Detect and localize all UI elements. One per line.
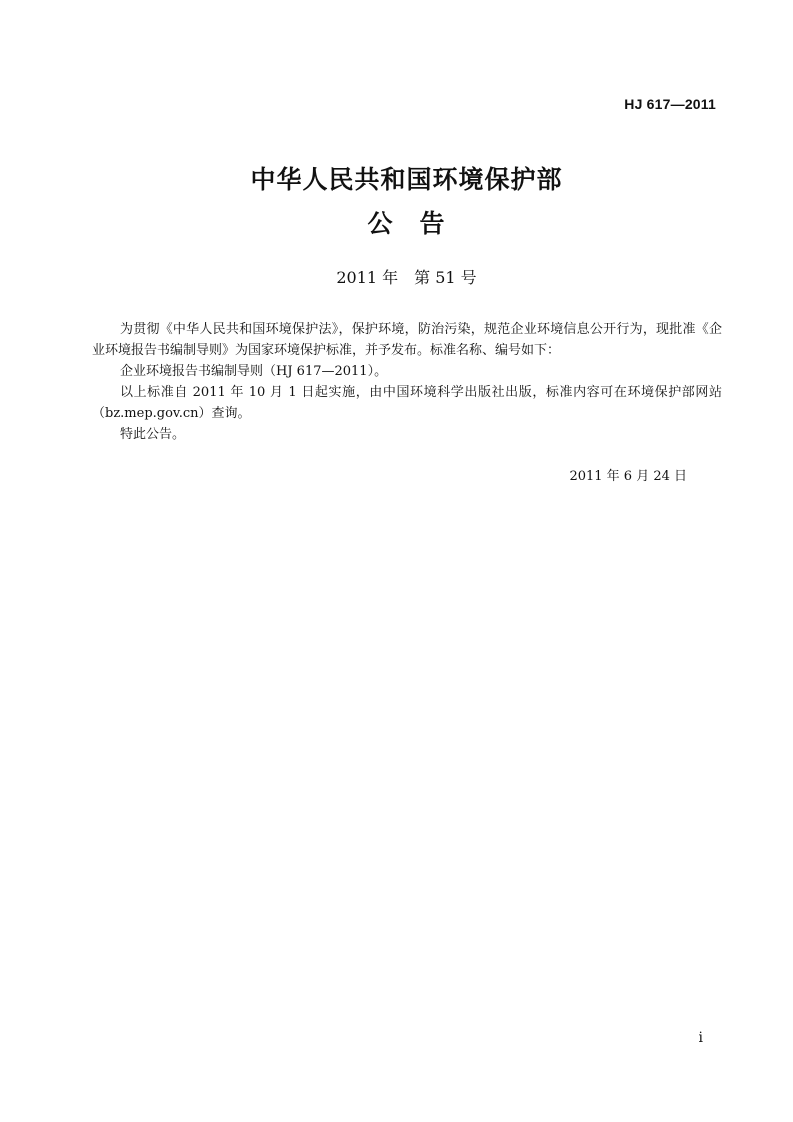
announcement-number: 2011 年 第 51 号 [336,268,477,287]
body-paragraph-2: 企业环境报告书编制导则（HJ 617—2011）。 [120,364,388,379]
announcement-body [92,319,722,445]
announcement-title: 公 告 [367,209,446,238]
page-number: i [698,1030,703,1046]
body-paragraph-4: 特此公告。 [120,427,186,442]
body-paragraph-1: 为贯彻《中华人民共和国环境保护法》，保护环境，防治污染，规范企业环境信息公开行为，现批准《企业环境报告书编制导则》为国家环境保护标准，并予发布。标准名称、编号如下： [92,322,722,358]
announcement-date: 2011 年 6 月 24 日 [569,469,687,484]
ministry-name: 中华人民共和国环境保护部 [250,165,563,194]
standard-code: HJ 617—2011 [624,96,716,112]
body-paragraph-3: 以上标准自 2011 年 10 月 1 日起实施，由中国环境科学出版社出版，标准内容可在环境保护部网站（bz.mep.gov.cn）查询。 [92,385,722,421]
